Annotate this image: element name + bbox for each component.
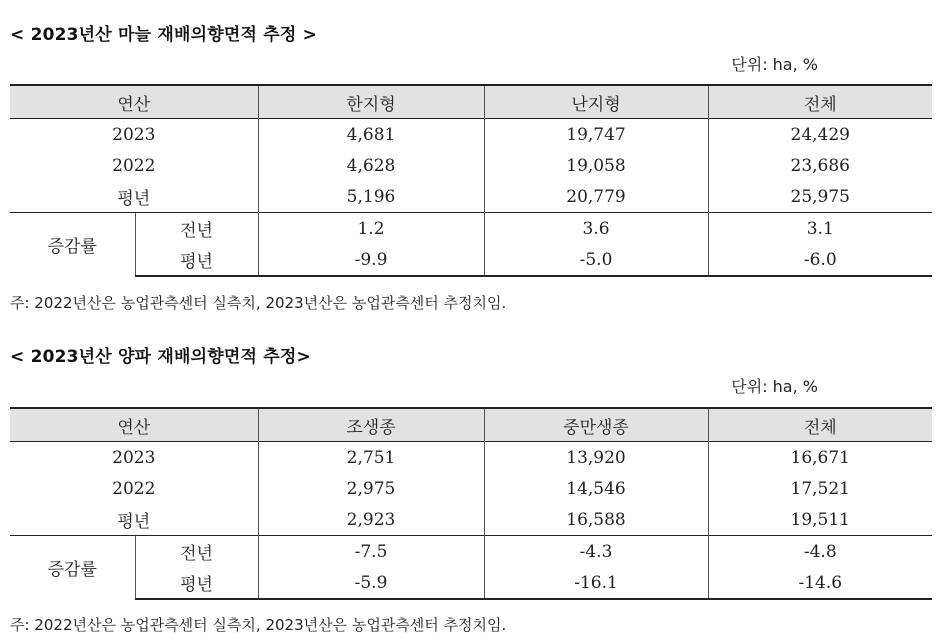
row-sublabel: 전년 — [135, 536, 258, 568]
table-row — [10, 473, 932, 504]
table-row — [10, 119, 932, 151]
cell-value: 24,429 — [708, 119, 932, 151]
cell-value: 4,628 — [258, 150, 484, 181]
table-row — [10, 244, 932, 276]
cell-value: 3.1 — [708, 213, 932, 245]
row-label: 평년 — [117, 512, 151, 532]
cell-value: -4.3 — [484, 536, 708, 568]
row-label: 2022 — [112, 155, 156, 176]
change-rate-label: 증감률 — [10, 213, 135, 277]
change-rate-label: 증감률 — [10, 536, 135, 600]
table-row — [10, 213, 932, 245]
cell-value: -9.9 — [258, 244, 484, 276]
cell-value: 20,779 — [484, 181, 708, 213]
cell-value: 19,511 — [708, 504, 932, 536]
cell-value: 16,588 — [484, 504, 708, 536]
garlic-table-caption: < 2023년산 마늘 재배의향면적 추정 > — [10, 25, 318, 45]
cell-value: 19,747 — [484, 119, 708, 151]
cell-value: -16.1 — [484, 567, 708, 599]
header-col-1: 조생종 — [258, 408, 484, 442]
row-label: 2023 — [112, 447, 156, 468]
table-row — [10, 150, 932, 181]
header-total: 전체 — [708, 85, 932, 119]
row-label: 2023 — [112, 124, 156, 145]
header-col-2: 난지형 — [484, 85, 708, 119]
cell-value: 2,751 — [258, 442, 484, 474]
onion-table-note: 주: 2022년산은 농업관측센터 실측치, 2023년산은 농업관측센터 추정치임. — [10, 616, 507, 634]
header-col-1: 한지형 — [258, 85, 484, 119]
table-header-row — [10, 85, 932, 119]
cell-value: 19,058 — [484, 150, 708, 181]
row-sublabel: 평년 — [135, 244, 258, 276]
cell-value: 17,521 — [708, 473, 932, 504]
cell-value: -5.9 — [258, 567, 484, 599]
cell-value: -7.5 — [258, 536, 484, 568]
table-header-row — [10, 408, 932, 442]
table-row — [10, 181, 932, 213]
cell-value: 23,686 — [708, 150, 932, 181]
table-row — [10, 567, 932, 599]
table-row — [10, 536, 932, 568]
garlic-unit-label: 단위: ha, % — [731, 55, 818, 74]
cell-value: -6.0 — [708, 244, 932, 276]
cell-value: 2,923 — [258, 504, 484, 536]
row-label: 평년 — [117, 189, 151, 209]
header-year: 연산 — [10, 408, 258, 442]
row-sublabel: 평년 — [135, 567, 258, 599]
cell-value: 1.2 — [258, 213, 484, 245]
cell-value: 13,920 — [484, 442, 708, 474]
cell-value: -14.6 — [708, 567, 932, 599]
onion-area-table — [10, 407, 932, 600]
cell-value: 4,681 — [258, 119, 484, 151]
table-row — [10, 442, 932, 474]
header-total: 전체 — [708, 408, 932, 442]
row-label: 2022 — [112, 478, 156, 499]
cell-value: -4.8 — [708, 536, 932, 568]
onion-unit-label: 단위: ha, % — [731, 377, 818, 396]
cell-value: 3.6 — [484, 213, 708, 245]
cell-value: 14,546 — [484, 473, 708, 504]
cell-value: 25,975 — [708, 181, 932, 213]
cell-value: 5,196 — [258, 181, 484, 213]
header-col-2: 중만생종 — [484, 408, 708, 442]
cell-value: -5.0 — [484, 244, 708, 276]
garlic-table-note: 주: 2022년산은 농업관측센터 실측치, 2023년산은 농업관측센터 추정치임. — [10, 294, 507, 312]
onion-table-caption: < 2023년산 양파 재배의향면적 추정> — [10, 347, 311, 367]
garlic-area-table — [10, 84, 932, 277]
header-year: 연산 — [10, 85, 258, 119]
cell-value: 2,975 — [258, 473, 484, 504]
table-row — [10, 504, 932, 536]
cell-value: 16,671 — [708, 442, 932, 474]
row-sublabel: 전년 — [135, 213, 258, 245]
